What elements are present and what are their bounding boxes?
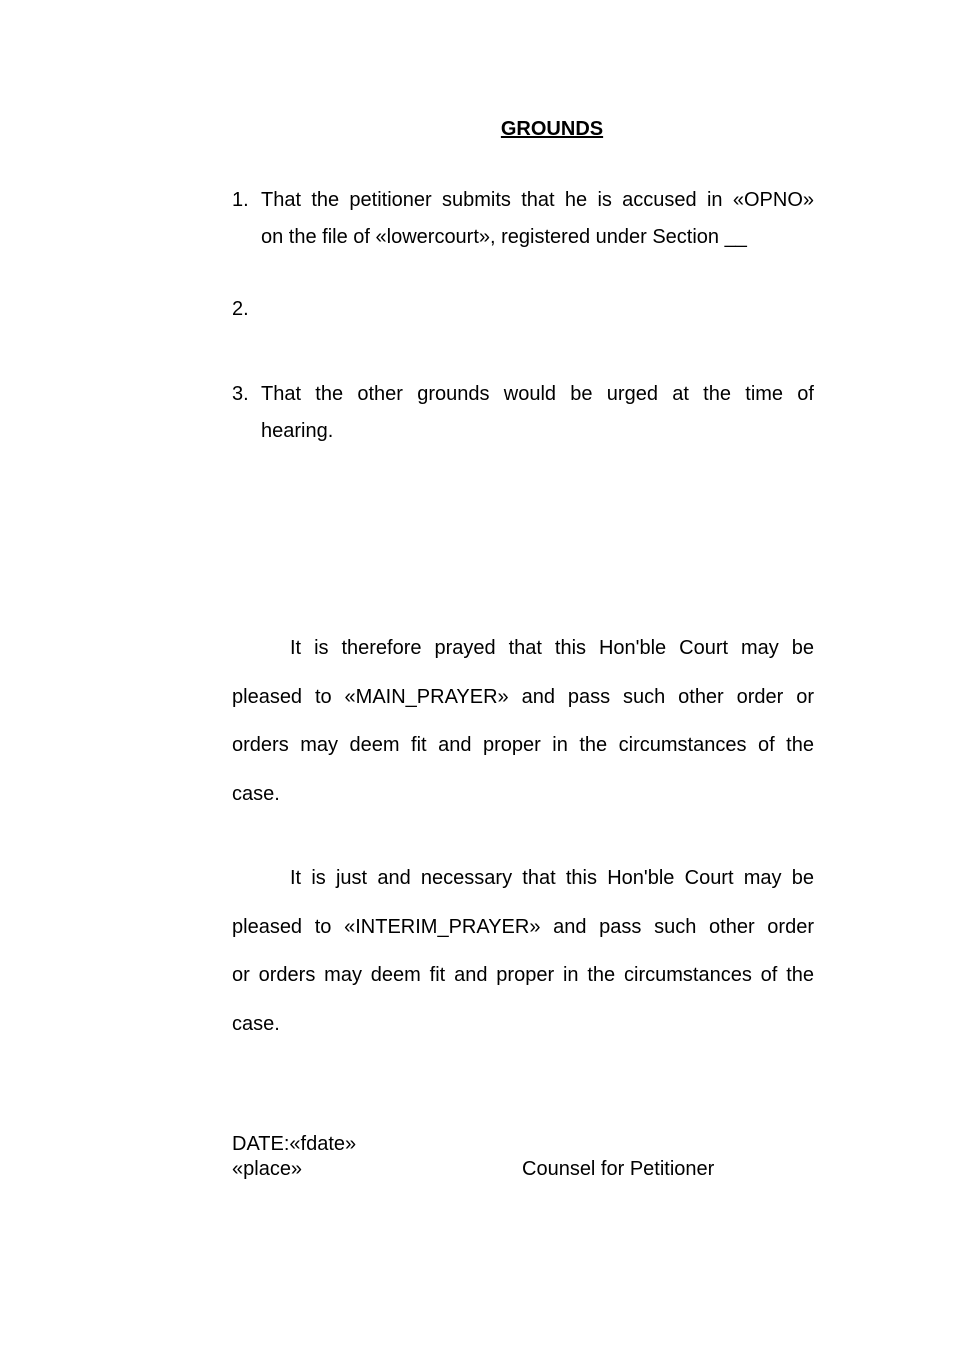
grounds-heading: GROUNDS — [500, 118, 604, 140]
ground-item-3 — [232, 376, 814, 450]
ground-text — [261, 182, 814, 256]
main-prayer-paragraph — [232, 624, 814, 818]
ground-number: 1. — [232, 189, 249, 211]
ground-text-line: hearing. — [261, 420, 334, 442]
place-field: «place» — [232, 1158, 303, 1180]
prayer-line: It is just and necessary that this Hon'ble Court may be — [290, 867, 814, 889]
prayer-line: case. — [232, 1012, 280, 1035]
prayer-line: case. — [232, 782, 280, 805]
counsel-signature-label: Counsel for Petitioner — [522, 1158, 715, 1180]
prayer-line: orders may deem fit and proper in the circumstances of the — [232, 734, 814, 756]
prayer-line: pleased to «INTERIM_PRAYER» and pass such other order — [232, 915, 814, 938]
ground-text-line: That the other grounds would be urged at the time of — [261, 383, 814, 405]
date-field: DATE:«fdate» — [232, 1133, 357, 1155]
ground-number: 3. — [232, 383, 249, 405]
interim-prayer-paragraph — [232, 854, 814, 1048]
ground-item-1 — [232, 182, 814, 256]
prayer-line: pleased to «MAIN_PRAYER» and pass such other order or — [232, 685, 814, 708]
ground-number: 2. — [232, 298, 249, 320]
ground-text — [261, 376, 814, 450]
ground-text-line: on the file of «lowercourt», registered under Section __ — [261, 226, 747, 248]
ground-text-line: That the petitioner submits that he is accused in «OPNO» — [261, 189, 814, 211]
prayer-line: or orders may deem fit and proper in the circumstances of the — [232, 964, 814, 986]
prayer-line: It is therefore prayed that this Hon'ble Court may be — [290, 637, 814, 659]
